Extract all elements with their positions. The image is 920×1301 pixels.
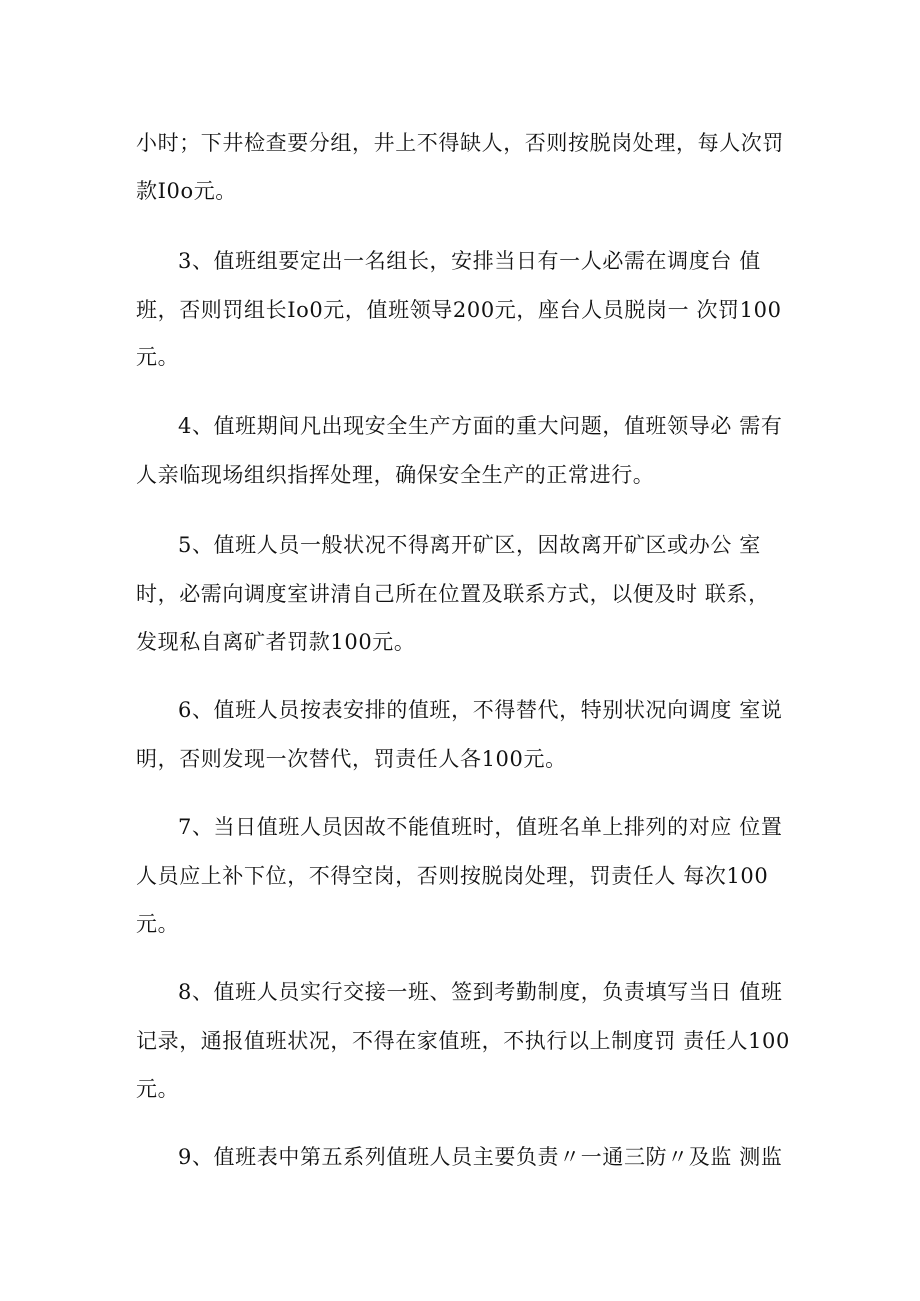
paragraph-1-line-1: 小时；下井检查要分组，井上不得缺人，否则按脱岗处理，每人次罚 [136, 131, 784, 155]
paragraph-3-line-2: 班，否则罚组长Io0元，值班领导200元，座台人员脱岗一 次罚100 [136, 298, 782, 322]
paragraph-5-line-1: 5、值班人员一般状况不得离开矿区，因故离开矿区或办公 室 [178, 533, 761, 557]
paragraph-5-line-3: 发现私自离矿者罚款100元。 [136, 630, 416, 654]
paragraph-9-line-1: 9、值班表中第五系列值班人员主要负责〃一通三防〃及监 测监 [178, 1145, 783, 1169]
paragraph-4-line-2: 人亲临现场组织指挥处理，确保安全生产的正常进行。 [136, 463, 655, 487]
paragraph-6-line-2: 明，否则发现一次替代，罚责任人各100元。 [136, 747, 567, 771]
paragraph-3-line-3: 元。 [136, 345, 180, 369]
paragraph-8-line-3: 元。 [136, 1077, 180, 1101]
paragraph-7-line-1: 7、当日值班人员因故不能值班时，值班名单上排列的对应 位置 [178, 815, 783, 839]
paragraph-8-line-1: 8、值班人员实行交接一班、签到考勤制度，负责填写当日 值班 [178, 980, 783, 1004]
paragraph-1-line-2: 款I0o元。 [136, 179, 237, 203]
paragraph-3-line-1: 3、值班组要定出一名组长，安排当日有一人必需在调度台 值 [178, 249, 761, 273]
paragraph-4-line-1: 4、值班期间凡出现安全生产方面的重大问题，值班领导必 需有 [178, 414, 783, 438]
paragraph-5-line-2: 时，必需向调度室讲清自己所在位置及联系方式，以便及时 联系， [136, 582, 770, 606]
paragraph-7-line-3: 元。 [136, 912, 180, 936]
paragraph-8-line-2: 记录，通报值班状况，不得在家值班，不执行以上制度罚 责任人100 [136, 1029, 790, 1053]
paragraph-6-line-1: 6、值班人员按表安排的值班，不得替代，特别状况向调度 室说 [178, 698, 783, 722]
paragraph-7-line-2: 人员应上补下位，不得空岗，否则按脱岗处理，罚责任人 每次100 [136, 864, 769, 888]
